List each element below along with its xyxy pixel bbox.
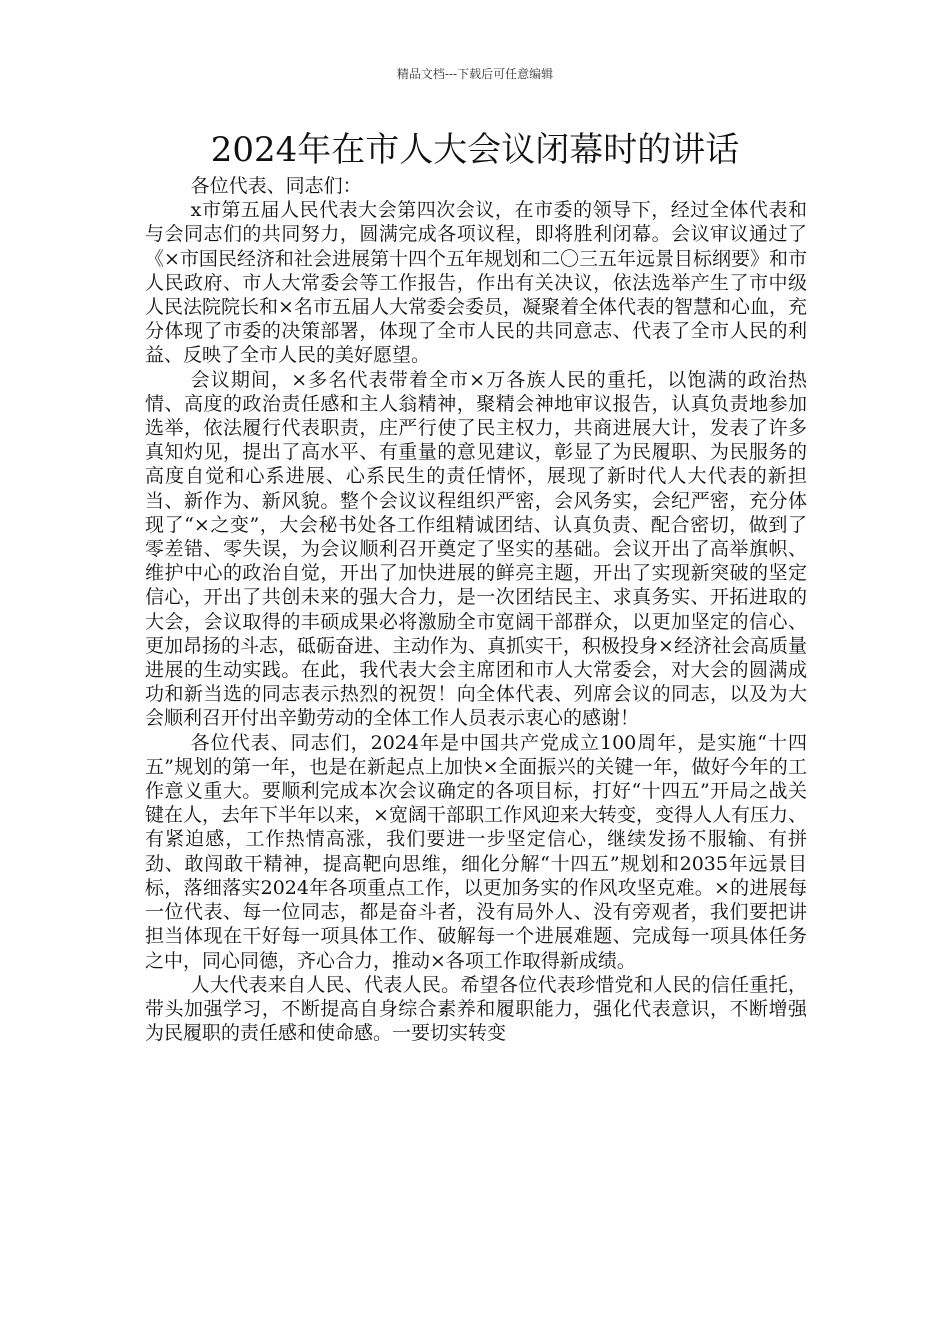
document-body — [145, 174, 807, 1045]
paragraph-2: 会议期间，×多名代表带着全市×万各族人民的重托，以饱满的政治热情、高度的政治责任感和主人翁精神，聚精会神地审议报告，认真负责地参加选举，依法履行代表职责，庄严行使了民主权力，共商进展大计，发表了许多真知灼见，提出了高水平、有重量的意见建议，彰显了为民履职、为民服务的高度自觉和心系进展、心系民生的责任情怀，展现了新时代人大代表的新担当、新作为、新风貌。整个会议议程组织严密，会风务实，会纪严密，充分体现了“×之变”，大会秘书处各工作组精诚团结、认真负责、配合密切，做到了零差错、零失误，为会议顺利召开奠定了坚实的基础。会议开出了高举旗帜、维护中心的政治自觉，开出了加快进展的鲜亮主题，开出了实现新突破的坚定信心，开出了共创未来的强大合力，是一次团结民主、求真务实、开拓进取的大会，会议取得的丰硕成果必将激励全市宽阔干部群众，以更加坚定的信心、更加昂扬的斗志，砥砺奋进、主动作为、真抓实干，积极投身×经济社会高质量进展的生动实践。在此，我代表大会主席团和市人大常委会，对大会的圆满成功和新当选的同志表示热烈的祝贺！向全体代表、列席会议的同志，以及为大会顺利召开付出辛勤劳动的全体工作人员表示衷心的感谢！ — [145, 368, 807, 730]
paragraph-4: 人大代表来自人民、代表人民。希望各位代表珍惜党和人民的信任重托，带头加强学习，不断提高自身综合素养和履职能力，强化代表意识，不断增强为民履职的责任感和使命感。一要切实转变 — [145, 973, 807, 1045]
page-header-watermark: 精品文档---下载后可任意编辑 — [396, 67, 554, 81]
paragraph-1: x市第五届人民代表大会第四次会议，在市委的领导下，经过全体代表和与会同志们的共同努力，圆满完成各项议程，即将胜利闭幕。会议审议通过了《×市国民经济和社会进展第十四个五年规划和二〇三五年远景目标纲要》和市人民政府、市人大常委会等工作报告，作出有关决议，依法选举产生了市中级人民法院院长和×名市五届人大常委会委员，凝聚着全体代表的智慧和心血，充分体现了市委的决策部署，体现了全市人民的共同意志、代表了全市人民的利益、反映了全市人民的美好愿望。 — [145, 199, 807, 367]
paragraph-3: 各位代表、同志们，2024年是中国共产党成立100周年，是实施“十四五”规划的第一年，也是在新起点上加快×全面振兴的关键一年，做好今年的工作意义重大。要顺利完成本次会议确定的各项目标，打好“十四五”开局之战关键在人，去年下半年以来，×宽阔干部职工作风迎来大转变，变得人人有压力、有紧迫感，工作热情高涨，我们要进一步坚定信心，继续发扬不服输、有拼劲、敢闯敢干精神，提高靶向思维，细化分解“十四五”规划和2035年远景目标，落细落实2024年各项重点工作，以更加务实的作风攻坚克难。×的进展每一位代表、每一位同志，都是奋斗者，没有局外人、没有旁观者，我们要把讲担当体现在干好每一项具体工作、破解每一个进展难题、完成每一项具体任务之中，同心同德，齐心合力，推动×各项工作取得新成绩。 — [145, 731, 807, 972]
document-title: 2024年在市人大会议闭幕时的讲话 — [210, 130, 740, 170]
salutation: 各位代表、同志们： — [190, 175, 362, 197]
